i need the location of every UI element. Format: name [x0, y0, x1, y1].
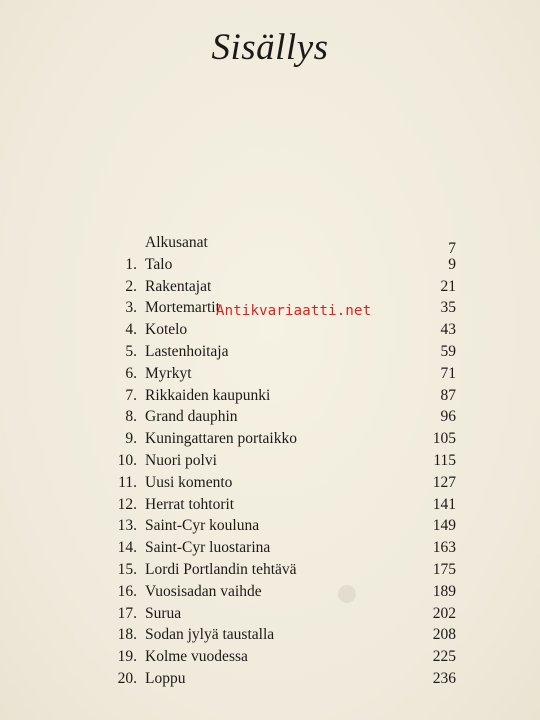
- toc-entry-number: 11.: [118, 473, 137, 491]
- toc-entry-number: 17.: [117, 604, 137, 622]
- toc-entry-number: 13.: [117, 517, 137, 535]
- toc-entry-page: 71: [440, 364, 456, 382]
- toc-intro-page: 7: [448, 240, 456, 257]
- table-of-contents: [0, 232, 540, 690]
- toc-entry-number: 9.: [125, 430, 137, 448]
- toc-entry-label: Surua: [145, 604, 182, 622]
- toc-entry-number: 8.: [125, 408, 137, 426]
- toc-entry-label: Kotelo: [145, 321, 188, 339]
- toc-entry-number: 2.: [125, 277, 137, 295]
- toc-entry-number: 15.: [117, 560, 137, 578]
- toc-entry-row: [0, 581, 540, 603]
- toc-entry-row: [0, 472, 540, 494]
- toc-entry-label: Lordi Portlandin tehtävä: [145, 560, 297, 578]
- toc-entry-page: 236: [432, 669, 456, 687]
- toc-entry-row: [0, 428, 540, 450]
- toc-entry-page: 163: [432, 539, 456, 557]
- toc-entry-number: 10.: [117, 451, 137, 469]
- toc-entry-page: 149: [432, 517, 456, 535]
- toc-entry-row: [0, 385, 540, 407]
- toc-entry-page: 189: [432, 582, 456, 600]
- toc-entry-number: 1.: [125, 255, 137, 273]
- toc-entry-number: 3.: [125, 299, 137, 317]
- toc-entry-page: 225: [432, 648, 456, 666]
- toc-entry-row: [0, 319, 540, 341]
- toc-entry-number: 16.: [117, 582, 137, 600]
- toc-entry-row: [0, 624, 540, 646]
- toc-entry-page: 105: [432, 430, 456, 448]
- toc-entry-page: 208: [432, 626, 456, 644]
- toc-entry-page: 43: [440, 321, 456, 339]
- toc-entry-row: [0, 537, 540, 559]
- toc-entry-label: Vuosisadan vaihde: [145, 582, 262, 600]
- toc-entry-number: 20.: [117, 669, 137, 687]
- toc-entry-number: 5.: [125, 342, 137, 360]
- toc-entry-label: Saint-Cyr kouluna: [145, 517, 260, 535]
- toc-entry-row: [0, 450, 540, 472]
- toc-entry-row: [0, 276, 540, 298]
- toc-entry-label: Lastenhoitaja: [145, 342, 229, 360]
- paper-stain: [338, 585, 356, 603]
- toc-entry-number: 4.: [125, 321, 137, 339]
- toc-entry-row: [0, 363, 540, 385]
- toc-entry-page: 87: [440, 386, 456, 404]
- toc-entry-number: 14.: [117, 539, 137, 557]
- page-title: Sisällys: [211, 27, 329, 68]
- toc-entry-page: 202: [432, 604, 456, 622]
- toc-entry-row: [0, 559, 540, 581]
- toc-entry-label: Nuori polvi: [145, 451, 217, 469]
- toc-entry-row: [0, 646, 540, 668]
- watermark-text: Antikvariaatti.net: [216, 303, 372, 319]
- toc-entry-label: Saint-Cyr luostarina: [145, 539, 271, 557]
- toc-entry-page: 115: [433, 451, 456, 469]
- toc-entry-label: Uusi komento: [145, 473, 233, 491]
- toc-entry-number: 18.: [117, 626, 137, 644]
- toc-entry-number: 19.: [117, 648, 137, 666]
- toc-entry-row: [0, 603, 540, 625]
- toc-entry-page: 35: [440, 299, 456, 317]
- toc-entry-label: Kolme vuodessa: [145, 648, 248, 666]
- toc-entry-row: [0, 254, 540, 276]
- toc-entry-row: [0, 668, 540, 690]
- toc-entry-page: 127: [432, 473, 456, 491]
- toc-entry-label: Kuningattaren portaikko: [145, 430, 297, 448]
- toc-entry-page: 59: [440, 342, 456, 360]
- toc-entry-label: Grand dauphin: [145, 408, 238, 426]
- toc-entry-label: Rakentajat: [145, 277, 212, 295]
- toc-entry-row: [0, 406, 540, 428]
- toc-entry-label: Loppu: [145, 669, 186, 687]
- toc-entry-page: 9: [448, 255, 456, 273]
- toc-entry-label: Herrat tohtorit: [145, 495, 235, 513]
- toc-entry-label: Talo: [145, 255, 173, 273]
- toc-entry-page: 175: [432, 560, 456, 578]
- toc-entry-row: [0, 515, 540, 537]
- toc-entry-row: [0, 494, 540, 516]
- toc-intro-label: Alkusanat: [145, 234, 208, 251]
- toc-entry-number: 7.: [125, 386, 137, 404]
- toc-entry-label: Sodan jylyä taustalla: [145, 626, 275, 644]
- toc-entry-row: [0, 341, 540, 363]
- toc-entry-label: Rikkaiden kaupunki: [145, 386, 271, 404]
- toc-intro-row: [0, 232, 540, 257]
- toc-entry-number: 6.: [125, 364, 137, 382]
- toc-entry-page: 96: [440, 408, 456, 426]
- toc-entry-page: 21: [440, 277, 456, 295]
- toc-entry-label: Myrkyt: [145, 364, 192, 382]
- toc-entry-number: 12.: [117, 495, 137, 513]
- toc-entry-page: 141: [432, 495, 456, 513]
- toc-entry-label: Mortemartit: [145, 299, 220, 317]
